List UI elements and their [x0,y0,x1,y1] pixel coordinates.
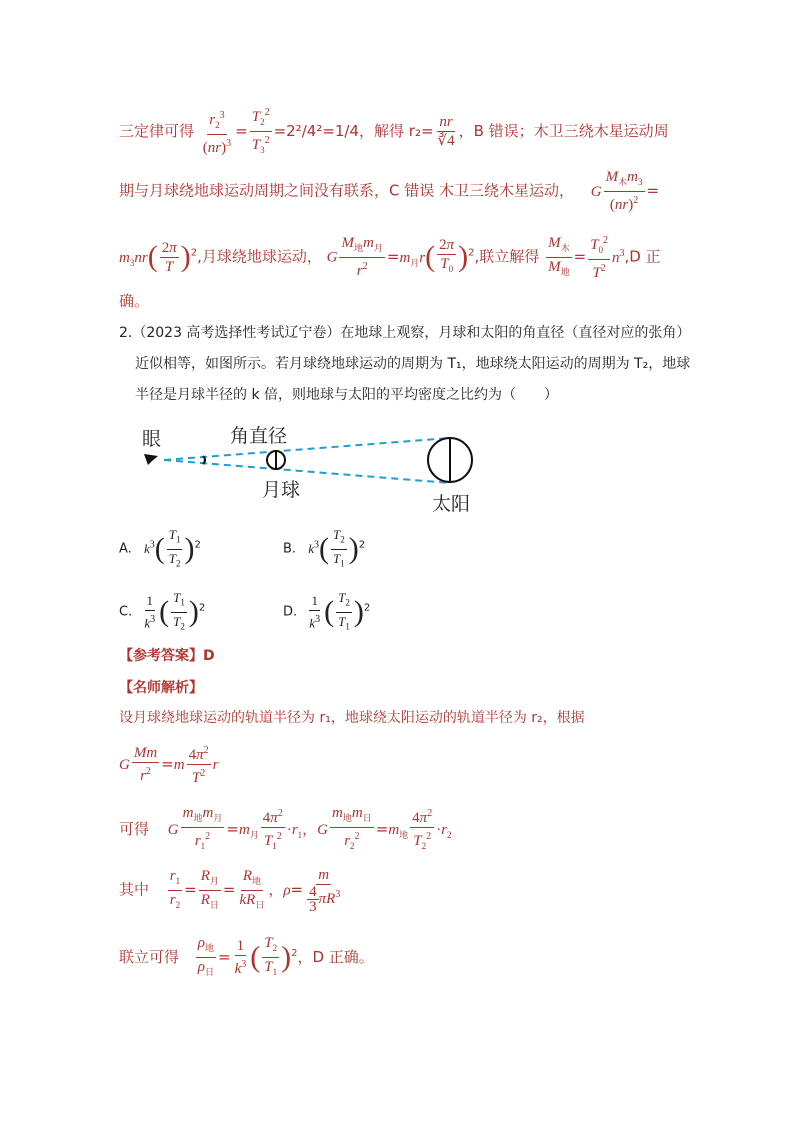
analysis-heading: 【名师解析】 [119,680,203,696]
formula: $\frac{M_地m_月}{r^2}$ [341,235,383,279]
question-line-3: 半径是月球半径的 k 倍，则地球与太阳的平均密度之比约为（ ） [135,387,559,403]
option-a: A. $k^3$( $\frac{T_1}{T_2}$ )$^2$ [119,527,201,569]
solution-line-3: $m_3nr$( $\frac{2\pi}{T}$ )$^2$,月球绕地球运动， G $\frac{M_地m_月}{r^2}$ $=m_月r$( $\frac{2\pi}{T_0}$ )$^2$,联立解得 $\frac{M_木}{M_地}$ = $\frac{T_0^2}{T^2}$ $n^3,D$ 正 [119,232,661,282]
formula: $\frac{nr}{∛4}$ [437,114,455,149]
solution-text: ,D 正 [624,247,661,266]
analysis-p4-label: 联立可得 [119,948,180,966]
solution-text: =2²/4²=1/4，解得 r₂= [273,122,434,140]
angular-diameter-diagram [130,418,490,513]
formula: $\frac{T_0^2}{T^2}$ [588,232,610,282]
analysis-p2-label: 可得 [119,820,150,838]
answer-heading: 【参考答案】 [119,648,203,664]
analysis-p3-label: 其中 [119,880,150,899]
solution-line-4 [119,290,149,311]
question-line-1: 2.（2023 高考选择性考试辽宁卷）在地球上观察，月球和太阳的角直径（直径对应的张角） [119,325,691,341]
analysis-eq2: 可得 G $\frac{m_地m_月}{r_1^2}$ $=m_月$ $\frac{4\pi^2}{T_1^2}$ $\cdot r_1$，G $\frac{m_地m_日}{r_2^2}$ $=m_地$ $\frac{4\pi^2}{T_2^2}$ $\cdot r_2$ [119,805,452,851]
eye-icon [144,454,158,465]
answer-line [119,645,215,665]
formula: $\frac{2\pi}{T_0}$ [439,237,455,274]
sight-line-lower [164,460,450,483]
option-c: C. $\frac{1}{k^3}$ ( $\frac{T_1}{T_2}$ )$^2$ [119,590,206,632]
option-d: D. $\frac{1}{k^3}$ ( $\frac{T_2}{T_1}$ )$^2$ [283,590,371,632]
option-a-label: A. [119,541,132,557]
solution-line-2: 期与月球绕地球运动周期之间没有联系，C 错误 木卫三绕木星运动， G $\frac{M_木m_3}{(nr)^2}$ = [119,169,660,213]
solution-line-1: 三定律可得 $\frac{r_2^3}{(nr)^3}$ = $\frac{T_2^2}{T_3^2}$ =2²/4²=1/4，解得 r₂= $\frac{nr}{∛4}$ ，B 错误；木卫三绕木星运动周 [119,104,669,159]
formula: $\frac{2\pi}{T}$ [161,239,177,275]
solution-text: ,联立解得 [474,247,540,266]
formula: $\frac{r_2^3}{(nr)^3}$ [201,107,233,157]
option-d-label: D. [283,604,298,620]
analysis-eq1: G $\frac{Mm}{r^2}$ =m $\frac{4\pi^2}{T^2}$ r [119,742,218,787]
solution-text: 确。 [119,292,150,310]
sun-label: 太阳 [432,493,471,513]
option-b: B. $k^3$( $\frac{T_2}{T_1}$ )$^2$ [283,527,366,569]
formula: $\frac{M_木m_3}{(nr)^2}$ [605,169,643,213]
formula: $\frac{M_木}{M_地}$ [548,234,570,277]
solution-text: ，B 错误；木卫三绕木星运动周 [458,122,669,140]
analysis-eq4: 联立可得 $\frac{\rho_地}{\rho_日}$ = $\frac{1}{k^3}$ ( $\frac{T_2}{T_1}$ )$^2$，D 正确。 [119,935,374,977]
option-c-label: C. [119,604,133,620]
answer-value: D [203,648,215,664]
analysis-p1: 设月球绕地球运动的轨道半径为 r₁，地球绕太阳运动的轨道半径为 r₂，根据 [119,710,585,726]
sight-line-upper [164,438,450,460]
solution-text: 期与月球绕地球运动周期之间没有联系，C 错误 木卫三绕木星运动， [119,181,575,200]
solution-text: 三定律可得 [119,122,195,140]
question-line-2: 近似相等，如图所示。若月球绕地球运动的周期为 T₁，地球绕太阳运动的周期为 T₂，地球 [135,356,691,372]
angle-label: 角直径 [230,425,288,447]
eye-label: 眼 [142,428,162,450]
option-b-label: B. [283,541,297,557]
angle-arc [203,456,205,464]
analysis-p4-tail: ，D 正确。 [297,948,374,966]
moon-label: 月球 [262,479,301,501]
solution-text: ,月球绕地球运动， [197,247,322,266]
analysis-eq3: 其中 $\frac{r_1}{r_2}$ = $\frac{R_月}{R_日}$ = $\frac{R_地}{kR_日}$ ，ρ= m $\frac{4}{3}$ $\pi R^3$ [119,867,341,915]
formula: $\frac{T_2^2}{T_3^2}$ [250,104,272,159]
